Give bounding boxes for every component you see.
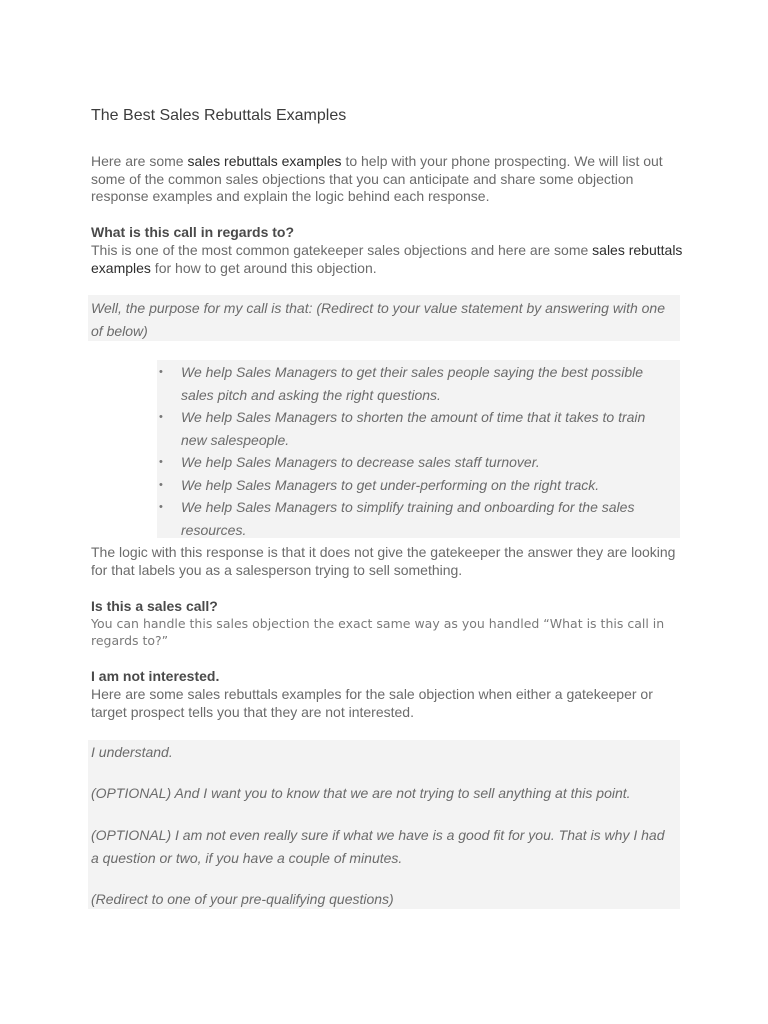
- section1-text-start: This is one of the most common gatekeeper sales objections and here are some: [91, 242, 593, 258]
- quote-line: (OPTIONAL) I am not even really sure if what we have is a good fit for you. That is why I had a question or two, if you have a couple of minutes.: [91, 827, 665, 866]
- not-interested-quote: [88, 740, 680, 909]
- purpose-quote: Well, the purpose for my call is that: (Redirect to your value statement by answering with one of below): [88, 295, 680, 341]
- list-item: • We help Sales Managers to shorten the amount of time that it takes to train new salespeople.: [181, 406, 680, 451]
- intro-paragraph: [91, 153, 691, 206]
- section1-text-end: for how to get around this objection.: [150, 259, 377, 276]
- intro-text-end: to help with your phone prospecting. We will list out some of the common sales objections that you can anticipate and share some objection response examples and explain the logic behind each response.: [91, 153, 663, 204]
- quote-line: (Redirect to one of your pre-qualifying questions): [91, 891, 394, 907]
- intro-link[interactable]: sales rebuttals examples: [187, 153, 342, 169]
- heading-not-interested: I am not interested.: [91, 668, 220, 684]
- section1-paragraph: [91, 242, 691, 277]
- intro-text-start: Here are some: [91, 153, 188, 169]
- logic-paragraph: The logic with this response is that it does not give the gatekeeper the answer they are looking for that labels you as a salesperson trying to sell something.: [91, 544, 676, 578]
- not-interested-paragraph: Here are some sales rebuttals examples for the sale objection when either a gatekeeper or target prospect tells you that they are not interested.: [91, 686, 653, 720]
- page-title: The Best Sales Rebuttals Examples: [91, 107, 347, 124]
- list-item: • We help Sales Managers to decrease sales staff turnover.: [181, 451, 680, 474]
- heading-sales-call: Is this a sales call?: [91, 598, 218, 614]
- sales-call-paragraph: You can handle this sales objection the exact same way as you handled “What is this call in regards to?”: [91, 616, 665, 648]
- quote-line: (OPTIONAL) And I want you to know that we are not trying to sell anything at this point.: [91, 785, 631, 801]
- list-item: • We help Sales Managers to get under-performing on the right track.: [181, 474, 680, 497]
- heading-call-regards: What is this call in regards to?: [91, 224, 295, 240]
- quote-line: I understand.: [91, 744, 173, 760]
- list-item: • We help Sales Managers to simplify training and onboarding for the sales resources.: [181, 496, 680, 541]
- section1-link[interactable]: sales rebuttals examples: [91, 242, 683, 276]
- list-item: • We help Sales Managers to get their sales people saying the best possible sales pitch and asking the right questions.: [181, 361, 680, 406]
- value-statement-list: [157, 360, 680, 538]
